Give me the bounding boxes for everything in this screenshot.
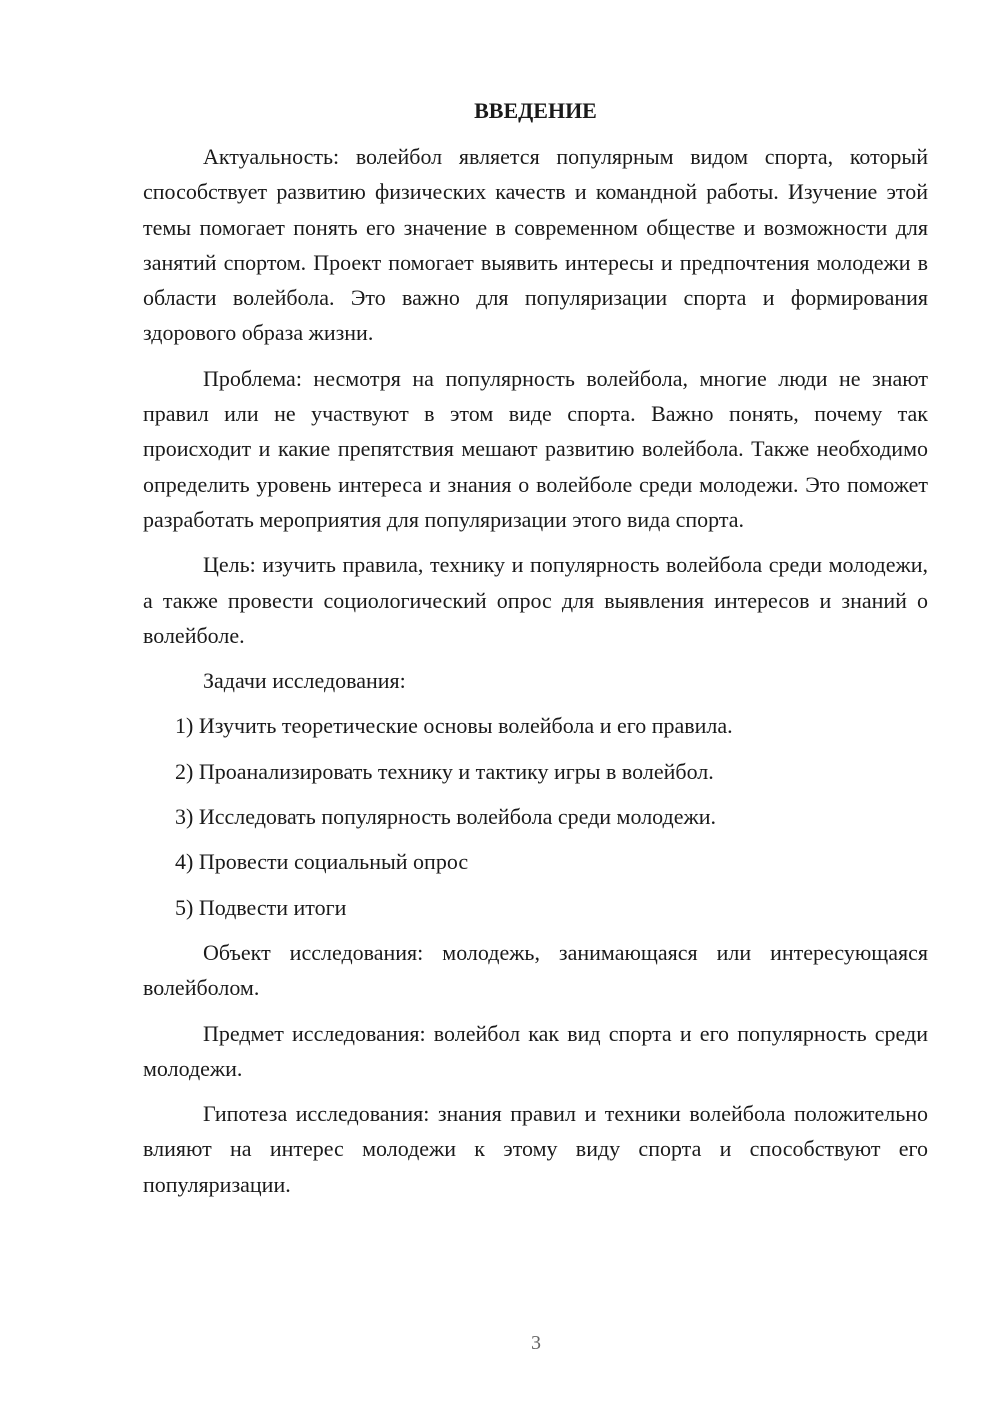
object-paragraph: Объект исследования: молодежь, занимающаяся или интересующаяся волейболом. (143, 939, 928, 1001)
tasks-intro: Задачи исследования: (203, 668, 406, 694)
list-item: 2) Проанализировать технику и тактику игры в волейбол. (175, 758, 714, 784)
hypothesis-paragraph: Гипотеза исследования: знания правил и техники волейбола положительно влияют на интерес молодежи к этому виду спорта и способствуют его популяризации. (143, 1101, 928, 1197)
goal-paragraph: Цель: изучить правила, технику и популярность волейбола среди молодежи, а также провести социологический опрос для выявления интересов и знаний о волейболе. (143, 552, 928, 648)
subject-paragraph: Предмет исследования: волейбол как вид спорта и его популярность среди молодежи. (143, 1020, 928, 1081)
list-item: 4) Провести социальный опрос (175, 849, 469, 875)
list-item: 3) Исследовать популярность волейбола среди молодежи. (175, 804, 716, 830)
document-page (143, 96, 928, 1212)
relevance-paragraph: Актуальность: волейбол является популярным видом спорта, который способствует развитию физических качеств и командной работы. Изучение этой темы помогает понять его значение в современном обществе и возможности для занятий спортом. Проект помогает выявить интересы и предпочтения молодежи в области волейбола. Это важно для популяризации спорта и формирования здорового образа жизни. (143, 144, 928, 346)
section-heading: ВВЕДЕНИЕ (474, 98, 597, 123)
tasks-list (143, 708, 928, 924)
list-item: 5) Подвести итоги (175, 894, 347, 920)
list-item: 1) Изучить теоретические основы волейбола и его правила. (175, 713, 733, 739)
problem-paragraph: Проблема: несмотря на популярность волейбола, многие люди не знают правил или не участвуют в этом виде спорта. Важно понять, почему так происходит и какие препятствия мешают развитию волейбола. Также необходимо определить уровень интереса и знания о волейболе среди молодежи. Это поможет разработать мероприятия для популяризации этого вида спорта. (143, 365, 928, 532)
page-number: 3 (531, 1332, 541, 1354)
